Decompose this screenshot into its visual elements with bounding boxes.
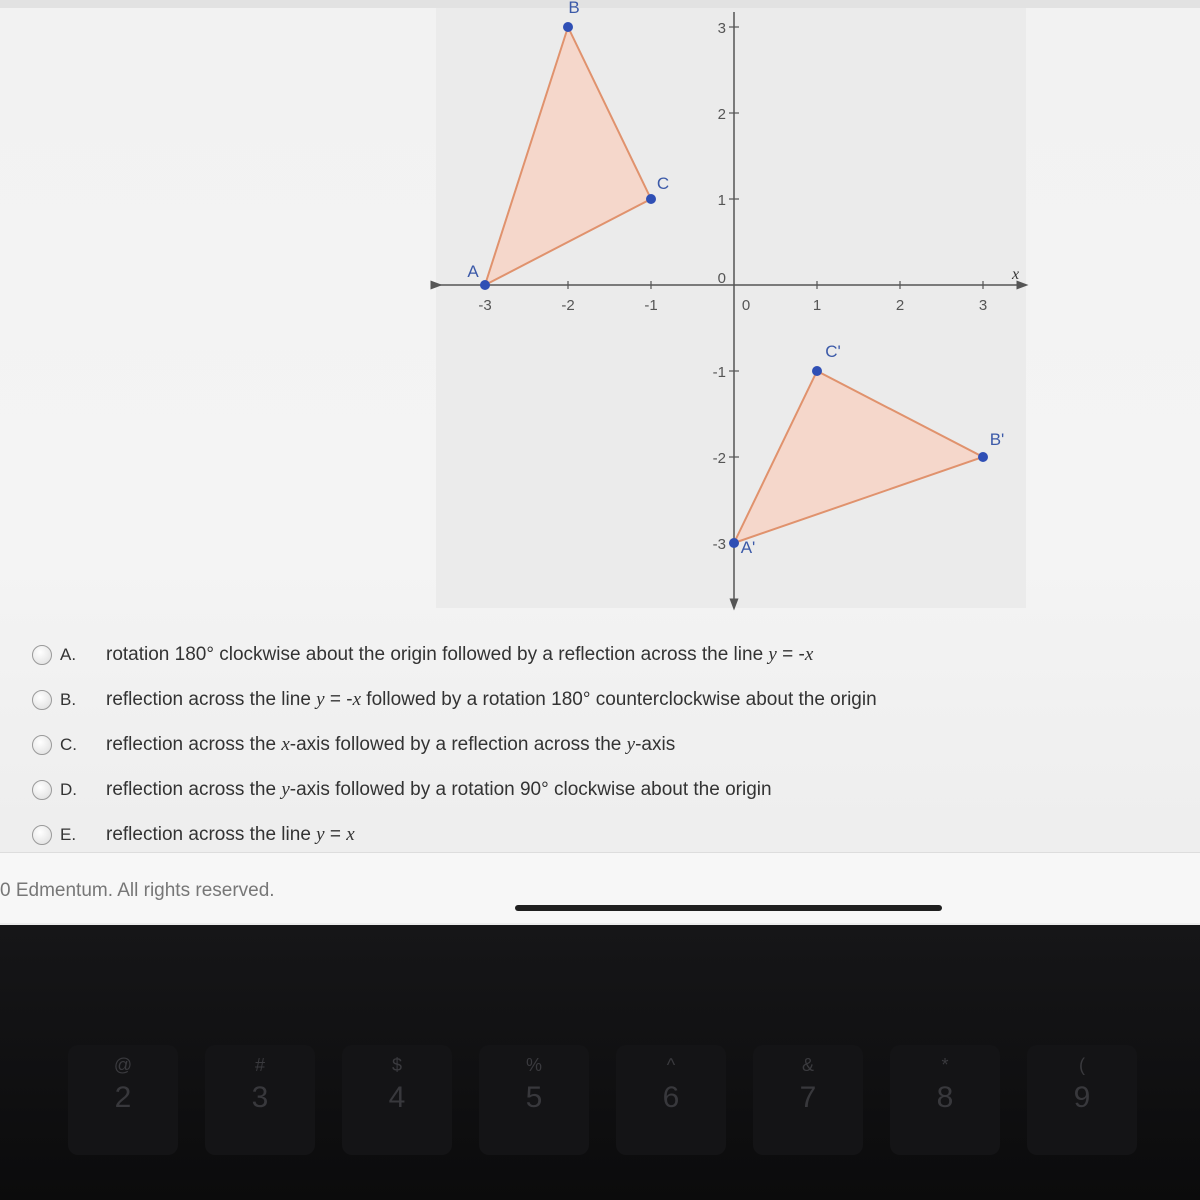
x-ticks — [478, 281, 987, 314]
option-e[interactable] — [30, 815, 1030, 855]
key-number: 2 — [114, 1081, 132, 1114]
point-label: B — [568, 0, 580, 17]
option-a[interactable] — [30, 635, 1030, 675]
y-tick-label: -1 — [712, 364, 726, 381]
point-label: B' — [989, 430, 1005, 449]
keyboard-key[interactable] — [68, 1045, 178, 1155]
keyboard-key[interactable] — [1027, 1045, 1137, 1155]
option-letter: B. — [60, 690, 77, 709]
option-c[interactable] — [30, 725, 1030, 765]
key-symbol: ^ — [666, 1055, 676, 1075]
key-symbol: & — [801, 1055, 814, 1075]
y-tick-label: -2 — [712, 450, 726, 467]
x-tick-label: -1 — [644, 297, 658, 314]
radio-button[interactable] — [32, 735, 52, 755]
keyboard-key[interactable] — [479, 1045, 589, 1155]
option-d[interactable] — [30, 770, 1030, 810]
y-ticks — [713, 20, 739, 553]
radio-button[interactable] — [32, 645, 52, 665]
keyboard-key[interactable] — [616, 1045, 726, 1155]
point-b — [563, 22, 573, 32]
keyboard-key[interactable] — [890, 1045, 1000, 1155]
coordinate-graph — [436, 0, 1026, 608]
x-tick-label: 3 — [978, 297, 988, 314]
x-tick-label: 0 — [741, 297, 751, 314]
option-b[interactable] — [30, 680, 1030, 720]
option-letter: D. — [60, 780, 77, 799]
x-tick-label: 1 — [812, 297, 822, 314]
horizontal-scrollbar[interactable] — [515, 905, 942, 911]
point-b-prime — [978, 452, 988, 462]
triangle-abc — [485, 27, 651, 285]
option-text: reflection across the y-axis followed by a rotation 90° clockwise about the origin — [106, 779, 772, 800]
key-number: 7 — [799, 1081, 817, 1114]
radio-button[interactable] — [32, 780, 52, 800]
keyboard-area — [0, 925, 1200, 1200]
key-symbol: * — [941, 1055, 949, 1075]
key-number: 3 — [251, 1081, 269, 1114]
key-number: 5 — [525, 1081, 543, 1114]
x-tick-label: -3 — [478, 297, 492, 314]
point-c — [646, 194, 656, 204]
keyboard-key[interactable] — [342, 1045, 452, 1155]
key-symbol: $ — [391, 1055, 402, 1075]
key-number: 6 — [662, 1081, 680, 1114]
graph-svg — [436, 0, 1026, 608]
key-symbol: % — [525, 1055, 542, 1075]
point-label: A' — [740, 538, 756, 557]
key-symbol: ( — [1079, 1055, 1085, 1075]
option-letter: C. — [60, 735, 77, 754]
option-letter: A. — [60, 645, 77, 664]
radio-button[interactable] — [32, 690, 52, 710]
y-tick-label: 3 — [717, 20, 726, 37]
copyright-text: 0 Edmentum. All rights reserved. — [0, 880, 275, 901]
keyboard-key[interactable] — [753, 1045, 863, 1155]
key-number: 4 — [388, 1081, 406, 1114]
triangle-a-prime-b-prime-c-prime — [734, 371, 983, 543]
option-text: rotation 180° clockwise about the origin followed by a reflection across the line y = -x — [106, 644, 814, 665]
option-text: reflection across the x-axis followed by a reflection across the y-axis — [106, 734, 676, 755]
y-tick-label-zero: 0 — [717, 270, 726, 287]
point-c-prime — [812, 366, 822, 376]
key-symbol: @ — [113, 1055, 133, 1075]
keyboard-key[interactable] — [205, 1045, 315, 1155]
point-a — [480, 280, 490, 290]
point-label: C — [656, 174, 670, 193]
top-bar — [0, 0, 1200, 8]
option-text: reflection across the line y = -x followed by a rotation 180° counterclockwise about the origin — [106, 689, 877, 710]
x-tick-label: 2 — [895, 297, 905, 314]
option-text: reflection across the line y = x — [106, 824, 355, 845]
y-tick-label: 1 — [717, 192, 726, 209]
key-symbol: # — [254, 1055, 265, 1075]
point-label: C' — [825, 342, 841, 361]
point-label: A — [467, 262, 479, 281]
x-axis-label: x — [1012, 266, 1020, 283]
radio-button[interactable] — [32, 825, 52, 845]
y-tick-label: 2 — [717, 106, 726, 123]
key-number: 8 — [936, 1081, 954, 1114]
option-letter: E. — [60, 825, 77, 844]
y-tick-label: -3 — [712, 536, 726, 553]
key-number: 9 — [1073, 1081, 1091, 1114]
point-a-prime — [729, 538, 739, 548]
x-tick-label: -2 — [561, 297, 575, 314]
